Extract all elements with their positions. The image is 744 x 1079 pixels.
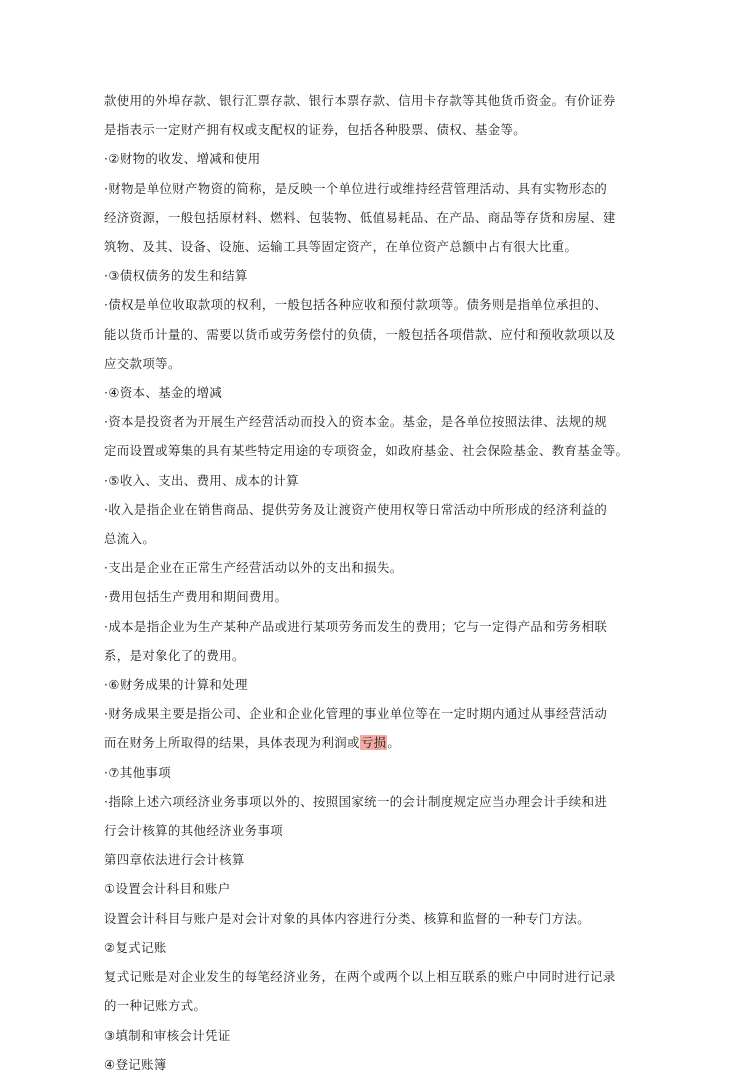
text-line: 行会计核算的其他经济业务事项 [104, 823, 284, 839]
text-line: 总流入。 [104, 531, 156, 547]
text-line: 的一种记账方式。 [104, 998, 207, 1014]
text-line: ·收入是指企业在销售商品、提供劳务及让渡资产使用权等日常活动中所形成的经济利益的 [104, 501, 608, 517]
text-line-with-highlight [104, 728, 644, 757]
text-line: 款使用的外埠存款、银行汇票存款、银行本票存款、信用卡存款等其他货币资金。有价证券 [104, 93, 616, 108]
text-line: 定而设置或筹集的具有某些特定用途的专项资金，如政府基金、社会保险基金、教育基金等。 [104, 443, 629, 459]
text-line: ·成本是指企业为生产某种产品或进行某项劳务而发生的费用；它与一定得产品和劳务相联 [104, 618, 608, 634]
text-line: ·⑥财务成果的计算和处理 [104, 677, 248, 693]
text-line: 应交款项等。 [104, 355, 181, 371]
highlighted-term: 亏损 [360, 735, 387, 751]
text-line: ·债权是单位收取款项的权利，一般包括各种应收和预付款项等。债务则是指单位承担的、 [104, 297, 608, 313]
text-line: ·指除上述六项经济业务事项以外的、按照国家统一的会计制度规定应当办理会计手续和进 [104, 793, 608, 809]
text-line: ·⑦其他事项 [104, 764, 172, 780]
document-text-body [104, 86, 644, 1079]
text-line: ·⑤收入、支出、费用、成本的计算 [104, 472, 299, 488]
text-line: 经济资源，一般包括原材料、燃料、包装物、低值易耗品、在产品、商品等存货和房屋、建 [104, 209, 616, 225]
text-line: ·支出是企业在正常生产经营活动以外的支出和损失。 [104, 560, 403, 576]
text-line: ·②财物的收发、增减和使用 [104, 151, 261, 167]
text-line: ·费用包括生产费用和期间费用。 [104, 589, 288, 605]
highlight-line-prefix: 而在财务上所取得的结果，具体表现为利润或 [104, 735, 360, 751]
text-line: ④登记账簿 [104, 1056, 167, 1072]
text-line: ①设置会计科目和账户 [104, 881, 231, 897]
text-line: 设置会计科目与账户是对会计对象的具体内容进行分类、核算和监督的一种专门方法。 [104, 910, 591, 926]
text-line: 筑物、及其、设备、设施、运输工具等固定资产，在单位资产总额中占有很大比重。 [104, 239, 578, 255]
text-line: ·资本是投资者为开展生产经营活动而投入的资本金。基金，是各单位按照法律、法规的规 [104, 414, 608, 430]
text-line: ②复式记账 [104, 939, 167, 955]
text-line: 是指表示一定财产拥有权或支配权的证券，包括各种股票、债权、基金等。 [104, 122, 527, 138]
text-line: ·财务成果主要是指公司、企业和企业化管理的事业单位等在一定时期内通过从事经营活动 [104, 706, 608, 722]
text-line: 能以货币计量的、需要以货币或劳务偿付的负债，一般包括各项借款、应付和预收款项以及 [104, 326, 616, 342]
highlight-line-suffix: 。 [387, 735, 401, 751]
text-line: ③填制和审核会计凭证 [104, 1027, 231, 1043]
section-heading: 第四章依法进行会计核算 [104, 852, 245, 868]
text-line: ·财物是单位财产物资的简称，是反映一个单位进行或维持经营管理活动、具有实物形态的 [104, 180, 608, 196]
text-line: 复式记账是对企业发生的每笔经济业务，在两个或两个以上相互联系的账户中同时进行记录 [104, 969, 616, 985]
text-line: ·③债权债务的发生和结算 [104, 268, 248, 284]
text-line: ·④资本、基金的增减 [104, 385, 223, 401]
text-line: 系，是对象化了的费用。 [104, 647, 245, 663]
